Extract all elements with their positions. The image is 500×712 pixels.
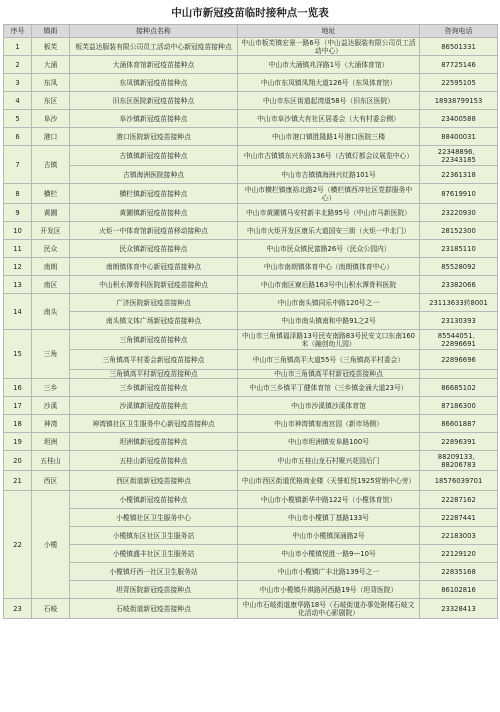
row-number: 3: [4, 74, 32, 92]
site-address: 中山市三角镇福泽路13号民安南路83号民安文口东南160米（融创幼儿园）: [238, 330, 420, 350]
town-name: 横栏: [32, 184, 70, 204]
phone-number: 22595105: [420, 74, 498, 92]
site-address: 中山市大涌镇兆洋路1号（大涌体育馆）: [238, 56, 420, 74]
site-name: 黄圃镇新冠疫苗接种点: [70, 204, 238, 222]
site-name: 板芙益达服装有限公司员工活动中心新冠疫苗接种点: [70, 38, 238, 56]
site-name: 南头镇文体广场新冠疫苗接种点: [70, 312, 238, 330]
row-number: 13: [4, 276, 32, 294]
phone-number: 87619910: [420, 184, 498, 204]
table-row: [4, 471, 498, 491]
row-number: 2: [4, 56, 32, 74]
row-number: 23: [4, 599, 32, 619]
site-address: 中山市小榄镇升祺路河西路19号（坦背医院）: [238, 581, 420, 599]
vaccination-sites-table: [3, 24, 498, 619]
site-name: 旧东区医院新冠疫苗接种点: [70, 92, 238, 110]
phone-number: 22361318: [420, 166, 498, 184]
town-name: 大涌: [32, 56, 70, 74]
site-address: 中山市东凤镇凤翔大道126号（东凤体育馆）: [238, 74, 420, 92]
site-address: 中山市三角镇高平村新冠疫苗接种点: [238, 370, 420, 379]
site-name: 小榄镇圩西一社区卫生服务站: [70, 563, 238, 581]
header-no: 序号: [4, 25, 32, 38]
site-name: 五桂山新冠疫苗接种点: [70, 451, 238, 471]
site-address: 中山市五桂山龙石村聚兴花园后门: [238, 451, 420, 471]
site-address: 中山市横栏镇康裕北路2号（横栏镇西冲社区党群服务中心）: [238, 184, 420, 204]
phone-number: 85528092: [420, 258, 498, 276]
town-name: 东区: [32, 92, 70, 110]
site-address: 中山市西区街道优格商业楼（天誉虹悦1925营销中心旁）: [238, 471, 420, 491]
phone-number: 22348896、22343185: [420, 146, 498, 166]
header-phone: 咨询电话: [420, 25, 498, 38]
town-name: 古镇: [32, 146, 70, 184]
table-row: [4, 56, 498, 74]
phone-number: 87725146: [420, 56, 498, 74]
town-name: 三乡: [32, 379, 70, 397]
phone-number: 86685102: [420, 379, 498, 397]
site-address: 中山市坦洲镇安阜路100号: [238, 433, 420, 451]
site-address: 中山市沙溪镇沙溪体育馆: [238, 397, 420, 415]
row-number: 7: [4, 146, 32, 184]
phone-number: 86601887: [420, 415, 498, 433]
town-name: 阜沙: [32, 110, 70, 128]
site-address: 中山市古镇镇海洲兴红路101号: [238, 166, 420, 184]
site-name: 石岐街道新冠疫苗接种点: [70, 599, 238, 619]
header-address: 地址: [238, 25, 420, 38]
table-row: [4, 491, 498, 509]
table-row: [4, 276, 498, 294]
table-row: [4, 128, 498, 146]
phone-number: 23220930: [420, 204, 498, 222]
site-name: 西区街道新冠疫苗接种点: [70, 471, 238, 491]
site-name: 三角镇新冠疫苗接种点: [70, 330, 238, 350]
phone-number: 22129120: [420, 545, 498, 563]
table-header-row: [4, 25, 498, 38]
phone-number: 23113633转8001: [420, 294, 498, 312]
phone-number: 22287162: [420, 491, 498, 509]
table-row: [4, 397, 498, 415]
site-name: 沙溪镇新冠疫苗接种点: [70, 397, 238, 415]
site-name: 古镇海洲医院接种点: [70, 166, 238, 184]
row-number: 8: [4, 184, 32, 204]
row-number: 14: [4, 294, 32, 330]
table-row: [4, 527, 498, 545]
row-number: 9: [4, 204, 32, 222]
table-row: [4, 433, 498, 451]
site-address: 中山市阜沙镇大有社区居委会（大有村委会侧）: [238, 110, 420, 128]
row-number: 15: [4, 330, 32, 379]
site-address: 中山市石岐街道康华路18号（石岐街道办事处附楼石岐文化活动中心影剧院）: [238, 599, 420, 619]
table-row: [4, 370, 498, 379]
phone-number: 22896696: [420, 350, 498, 370]
document-title: 中山市新冠疫苗临时接种点一览表: [171, 7, 329, 19]
site-address: 中山市民众镇民富路26号（民众公园内）: [238, 240, 420, 258]
site-address: 中山市古镇镇东兴东路136号（古镇灯都会议展览中心）: [238, 146, 420, 166]
site-address: 中山市南区寮后路163号中山积水潭骨科医院: [238, 276, 420, 294]
row-number: 12: [4, 258, 32, 276]
site-address: 中山市三角镇高平大道55号（三角镇高平村委会）: [238, 350, 420, 370]
phone-number: 86102816: [420, 581, 498, 599]
table-row: [4, 563, 498, 581]
town-name: 神湾: [32, 415, 70, 433]
phone-number: 28152300: [420, 222, 498, 240]
town-name: 坦洲: [32, 433, 70, 451]
header-site-name: 接种点名称: [70, 25, 238, 38]
site-address: 中山市小榄镇丁基路133号: [238, 509, 420, 527]
phone-number: 18576039701: [420, 471, 498, 491]
site-name: 神湾镇社区卫生服务中心新冠疫苗接种点: [70, 415, 238, 433]
phone-number: 22896391: [420, 433, 498, 451]
site-name: 三角镇高平村委会新冠疫苗接种点: [70, 350, 238, 370]
table-row: [4, 110, 498, 128]
town-name: 西区: [32, 471, 70, 491]
phone-number: [420, 370, 498, 379]
table-row: [4, 509, 498, 527]
row-number: 18: [4, 415, 32, 433]
table-row: [4, 294, 498, 312]
row-number: 19: [4, 433, 32, 451]
table-row: [4, 222, 498, 240]
site-address: 中山市小榄镇新华中路122号（小榄体育馆）: [238, 491, 420, 509]
phone-number: 23130393: [420, 312, 498, 330]
town-name: 南朗: [32, 258, 70, 276]
site-name: 古镇镇新冠疫苗接种点: [70, 146, 238, 166]
site-address: 中山市南头镇南和中路91之2号: [238, 312, 420, 330]
row-number: 22: [4, 491, 32, 599]
table-row: [4, 204, 498, 222]
site-name: 广济医院新冠疫苗接种点: [70, 294, 238, 312]
row-number: 4: [4, 92, 32, 110]
site-name: 大涌体育馆新冠疫苗接种点: [70, 56, 238, 74]
site-name: 小榄镇社区卫生服务中心: [70, 509, 238, 527]
town-name: 南头: [32, 294, 70, 330]
site-name: 横栏镇新冠疫苗接种点: [70, 184, 238, 204]
phone-number: 86501331: [420, 38, 498, 56]
table-row: [4, 451, 498, 471]
site-name: 三角镇高平村新冠疫苗接种点: [70, 370, 238, 379]
town-name: 南区: [32, 276, 70, 294]
header-town: 镇街: [32, 25, 70, 38]
site-name: 三乡镇新冠疫苗接种点: [70, 379, 238, 397]
table-row: [4, 38, 498, 56]
site-address: 中山市黄圃镇马安村新丰北路95号（中山市马新医院）: [238, 204, 420, 222]
site-name: 阜沙镇新冠疫苗接种点: [70, 110, 238, 128]
row-number: 20: [4, 451, 32, 471]
table-row: [4, 74, 498, 92]
phone-number: 88209133、88206783: [420, 451, 498, 471]
site-name: 民众镇新冠疫苗接种点: [70, 240, 238, 258]
site-address: 中山市小榄镇广丰北路139号之一: [238, 563, 420, 581]
town-name: 港口: [32, 128, 70, 146]
site-address: 中山市东区街道起湾道58号（旧东区医院）: [238, 92, 420, 110]
site-name: 坦背医院新冠疫苗接种点: [70, 581, 238, 599]
site-address: 中山市南头镇同乐中路120号之一: [238, 294, 420, 312]
site-name: 东凤镇新冠疫苗接种点: [70, 74, 238, 92]
row-number: 16: [4, 379, 32, 397]
row-number: 17: [4, 397, 32, 415]
phone-number: 22183003: [420, 527, 498, 545]
row-number: 21: [4, 471, 32, 491]
phone-number: 22835168: [420, 563, 498, 581]
phone-number: 23382066: [420, 276, 498, 294]
site-address: 中山市三乡镇平丁健体育馆（三乡镇金涌大道23号）: [238, 379, 420, 397]
site-address: 中山市板芙镇宏景一路6号（中山益达服装有限公司员工活动中心）: [238, 38, 420, 56]
site-address: 中山市火炬开发区康乐大道国安三街（火炬一中北门）: [238, 222, 420, 240]
site-name: 南朗镇体育中心新冠疫苗接种点: [70, 258, 238, 276]
site-name: 坦洲镇新冠疫苗接种点: [70, 433, 238, 451]
site-name: 小榄镇盛丰社区卫生服务站: [70, 545, 238, 563]
town-name: 黄圃: [32, 204, 70, 222]
row-number: 10: [4, 222, 32, 240]
town-name: 小榄: [32, 491, 70, 599]
town-name: 沙溪: [32, 397, 70, 415]
table-row: [4, 379, 498, 397]
table-row: [4, 312, 498, 330]
phone-number: 88400031: [420, 128, 498, 146]
site-address: 中山市小榄镇深涌路2号: [238, 527, 420, 545]
site-address: 中山市港口镇胜隆路1号港口医院三楼: [238, 128, 420, 146]
phone-number: 87186300: [420, 397, 498, 415]
site-name: 中山积水潭骨科医院新冠疫苗接种点: [70, 276, 238, 294]
site-address: 中山市小榄镇悦胜一路9—10号: [238, 545, 420, 563]
town-name: 开发区: [32, 222, 70, 240]
table-row: [4, 545, 498, 563]
town-name: 民众: [32, 240, 70, 258]
phone-number: 23328413: [420, 599, 498, 619]
phone-number: 85544051、22896691: [420, 330, 498, 350]
table-row: [4, 350, 498, 370]
table-body: [4, 38, 498, 619]
table-row: [4, 330, 498, 350]
town-name: 东凤: [32, 74, 70, 92]
table-row: [4, 146, 498, 166]
row-number: 6: [4, 128, 32, 146]
phone-number: 18938799153: [420, 92, 498, 110]
table-row: [4, 166, 498, 184]
town-name: 三角: [32, 330, 70, 379]
row-number: 5: [4, 110, 32, 128]
table-row: [4, 599, 498, 619]
table-row: [4, 581, 498, 599]
row-number: 11: [4, 240, 32, 258]
table-row: [4, 258, 498, 276]
town-name: 石岐: [32, 599, 70, 619]
site-address: 中山市南朗镇体育中心（南朗镇体育中心）: [238, 258, 420, 276]
town-name: 板芙: [32, 38, 70, 56]
phone-number: 22287441: [420, 509, 498, 527]
site-name: 小榄镇新冠疫苗接种点: [70, 491, 238, 509]
site-name: 火炬一中体育馆新冠疫苗移动接种点: [70, 222, 238, 240]
site-address: 中山市神湾镇宥南宫园（新市场侧）: [238, 415, 420, 433]
site-name: 港口医院新冠疫苗接种点: [70, 128, 238, 146]
table-row: [4, 92, 498, 110]
table-row: [4, 415, 498, 433]
table-row: [4, 240, 498, 258]
phone-number: 23400588: [420, 110, 498, 128]
row-number: 1: [4, 38, 32, 56]
town-name: 五桂山: [32, 451, 70, 471]
table-row: [4, 184, 498, 204]
site-name: 小榄镇东区社区卫生服务站: [70, 527, 238, 545]
phone-number: 23185110: [420, 240, 498, 258]
